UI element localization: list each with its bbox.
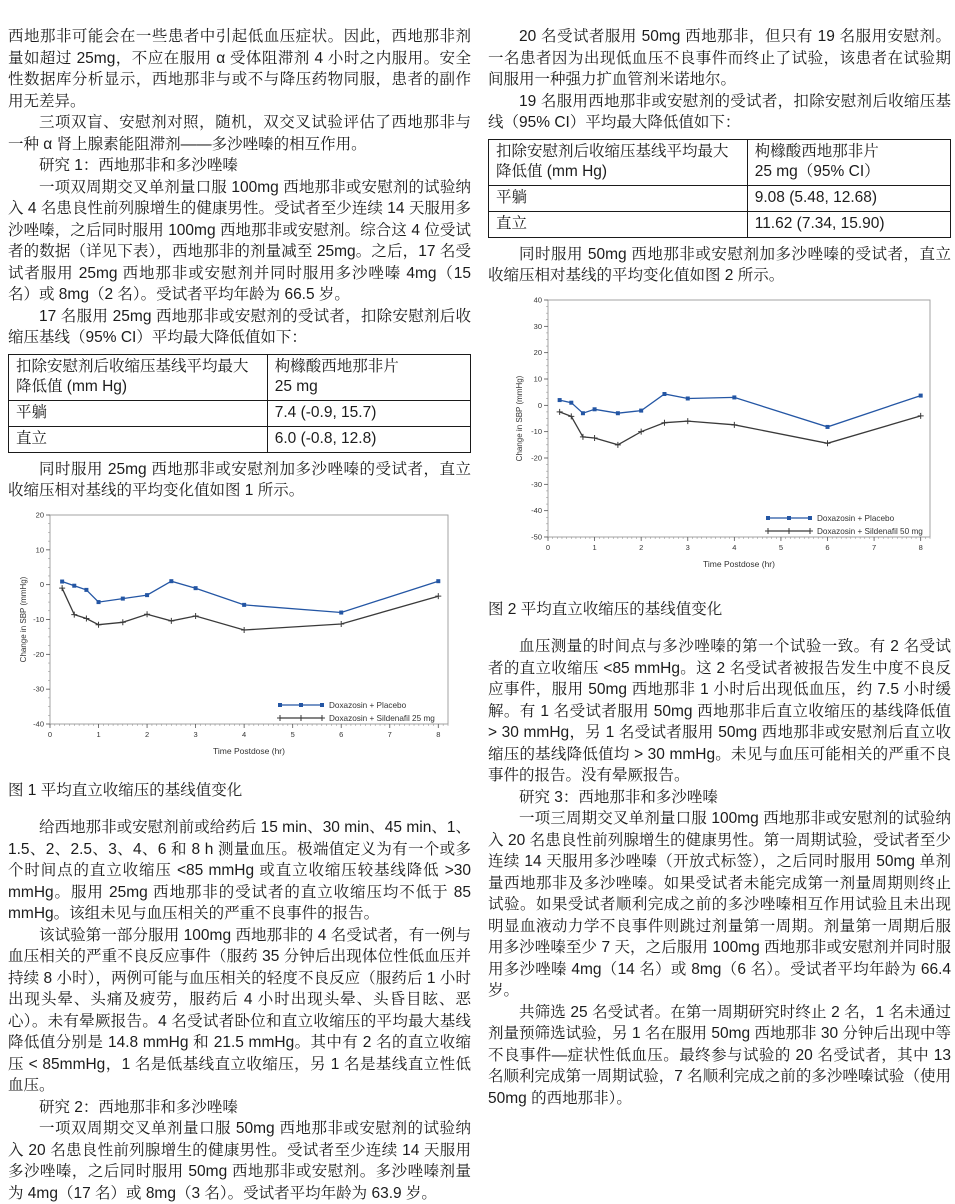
svg-text:10: 10 <box>533 374 542 383</box>
svg-text:6: 6 <box>825 542 830 552</box>
paragraph: 西地那非可能会在一些患者中引起低血压症状。因此，西地那非剂量如超过 25mg，不应在服用 α 受体阻滞剂 4 小时之内服用。安全性数据库分析显示，西地那非与或不与降压药物同服，患者的副作用无差异。 <box>8 28 471 110</box>
svg-text:1: 1 <box>592 542 597 552</box>
svg-text:4: 4 <box>242 729 247 739</box>
paragraph: 一项双周期交叉单剂量口服 50mg 西地那非或安慰剂的试验纳入 20 名患良性前列腺增生的健康男性。受试者至少连续 14 天服用多沙唑嗪，之后同时服用 50mg 西地那非或安慰剂。多沙唑嗪剂量为 4mg（17 名）或 8mg（3 名）。受试者平均年龄为 63.9 岁。 <box>8 1120 471 1202</box>
svg-text:Doxazosin + Sildenafil 50 mg: Doxazosin + Sildenafil 50 mg <box>817 526 923 536</box>
table-row <box>9 354 471 400</box>
study1-results-table <box>8 354 471 453</box>
table-header-measure: 扣除安慰剂后收缩压基线平均最大降低值 (mm Hg) <box>9 354 268 400</box>
study-3-heading: 研究 3：西地那非和多沙唑嗪 <box>519 788 718 806</box>
right-column <box>488 26 951 1107</box>
table-row <box>9 426 471 452</box>
drug-dose: 25 mg（95% CI） <box>754 162 880 180</box>
row-value-supine: 7.4 (-0.9, 15.7) <box>267 400 470 426</box>
paragraph: 血压测量的时间点与多沙唑嗪的第一个试验一致。有 2 名受试者的直立收缩压 <85 mmHg。这 2 名受试者被报告发生中度不良反应事件，服用 50mg 西地那非 1 小时后出现低血压，约 7.5 小时缓解。有 1 名受试者服用 50mg 西地那非后直立收缩压的基线降低值 > 30 mmHg，另 1 名受试者服用 50mg 西地那非或安慰剂后直立收缩压的基线降低值均 > 30 mmHg。未见与血压可能相关的严重不良事件的报告。没有晕厥报告。 <box>488 638 951 784</box>
svg-text:Change in SBP (mmHg): Change in SBP (mmHg) <box>515 375 524 461</box>
paragraph: 给西地那非或安慰剂前或给药后 15 min、30 min、45 min、1、1.5、2、2.5、3、4、6 和 8 h 测量血压。极端值定义为有一个或多个时间点的直立收缩压 <85 mmHg 或直立收缩压较基线降低 >30 mmHg。服用 25mg 西地那非的受试者的直立收缩压均不低于 85 mmHg。该组未见与血压相关的严重不良事件的报告。 <box>8 819 471 922</box>
svg-text:-40: -40 <box>531 505 542 515</box>
svg-text:3: 3 <box>193 729 198 739</box>
svg-text:7: 7 <box>387 729 392 739</box>
row-label-supine: 平躺 <box>489 185 748 211</box>
paragraph: 同时服用 25mg 西地那非或安慰剂加多沙唑嗪的受试者，直立收缩压相对基线的平均变化值如图 1 所示。 <box>8 460 471 499</box>
svg-text:20: 20 <box>35 510 44 519</box>
svg-text:20: 20 <box>533 347 542 357</box>
drug-dose: 25 mg <box>274 377 318 395</box>
svg-text:2: 2 <box>639 542 644 552</box>
paragraph: 19 名服用西地那非或安慰剂的受试者，扣除安慰剂后收缩压基线（95% CI）平均最大降低值如下： <box>488 92 951 131</box>
table-header-drug <box>747 139 950 185</box>
svg-text:-30: -30 <box>531 479 542 489</box>
svg-text:0: 0 <box>545 542 551 552</box>
row-label-supine: 平躺 <box>9 400 268 426</box>
svg-text:8: 8 <box>918 542 923 552</box>
table-row <box>489 211 951 237</box>
svg-text:Time Postdose (hr): Time Postdose (hr) <box>703 558 775 569</box>
paragraph: 一项双周期交叉单剂量口服 100mg 西地那非或安慰剂的试验纳入 4 名患良性前列腺增生的健康男性。受试者至少连续 14 天服用多沙唑嗪，之后同时服用 100mg 西地那非或安慰剂。综合这 4 位受试者的数据（详见下表），西地那非的剂量减至 25mg。之后，17 名受试者服用 25mg 西地那非或安慰剂并同时服用多沙唑嗪 4mg（15 名）或 8mg（2 名）。受试者平均年龄为 66.5 岁。 <box>8 178 471 303</box>
figure-1-chart <box>18 508 458 766</box>
row-value-standing: 11.62 (7.34, 15.90) <box>747 211 950 237</box>
svg-text:-20: -20 <box>33 649 44 659</box>
svg-text:6: 6 <box>339 729 344 739</box>
row-label-standing: 直立 <box>489 211 748 237</box>
svg-text:5: 5 <box>778 542 784 552</box>
svg-text:Doxazosin + Placebo: Doxazosin + Placebo <box>817 513 895 523</box>
paragraph: 17 名服用 25mg 西地那非或安慰剂的受试者，扣除安慰剂后收缩压基线（95% CI）平均最大降低值如下： <box>8 307 471 346</box>
figure-1-caption: 图 1 平均直立收缩压的基线值变化 <box>8 781 243 799</box>
svg-text:8: 8 <box>436 729 441 739</box>
svg-text:-20: -20 <box>531 453 542 462</box>
paragraph: 三项双盲、安慰剂对照，随机，双交叉试验评估了西地那非与一种 α 肾上腺素能阻滞剂——多沙唑嗪的相互作用。 <box>8 114 471 153</box>
svg-text:Time Postdose (hr): Time Postdose (hr) <box>213 745 285 756</box>
row-value-supine: 9.08 (5.48, 12.68) <box>747 185 950 211</box>
row-value-standing: 6.0 (-0.8, 12.8) <box>267 426 470 452</box>
svg-text:30: 30 <box>533 321 542 331</box>
svg-text:0: 0 <box>537 400 542 410</box>
svg-text:7: 7 <box>872 542 877 552</box>
paragraph: 该试验第一部分服用 100mg 西地那非的 4 名受试者，有一例与血压相关的严重不良反应事件（服药 35 分钟后出现体位性低血压并持续 8 小时），两例可能与血压相关的轻度不良反应（服药后 1 小时出现头晕、头痛及疲劳，服药后 4 小时出现头晕、头昏目眩、恶心）。未有晕厥报告。4 名受试者卧位和直立收缩压的平均最大基线降低值分别是 14.8 mmHg 和 21.5 mmHg。其中有 2 名的直立收缩压 < 85mmHg，1 名是低基线直立收缩压，另 1 名是基线直立性低血压。 <box>8 926 471 1094</box>
paragraph: 同时服用 50mg 西地那非或安慰剂加多沙唑嗪的受试者，直立收缩压相对基线的平均变化值如图 2 所示。 <box>488 245 951 284</box>
svg-text:40: 40 <box>533 295 542 304</box>
paragraph: 20 名受试者服用 50mg 西地那非，但只有 19 名服用安慰剂。一名患者因为出现低血压不良事件而终止了试验，该患者在试验期间服用一种强力扩血管剂米诺地尔。 <box>488 28 951 88</box>
svg-text:2: 2 <box>144 729 150 739</box>
table-row <box>489 185 951 211</box>
study-2-heading: 研究 2：西地那非和多沙唑嗪 <box>39 1098 238 1116</box>
left-column <box>8 26 471 1202</box>
svg-text:-10: -10 <box>33 614 44 624</box>
figure-2-chart <box>514 293 938 585</box>
paragraph: 共筛选 25 名受试者。在第一周期研究时终止 2 名，1 名未通过剂量预筛选试验，另 1 名在服用 50mg 西地那非 30 分钟后出现中等不良事件—症状性低血压。最终参与试验的 20 名受试者，其中 13 名顺利完成第一周期试验，7 名顺利完成之前的多沙唑嗪试验（使用 50mg 的西地那非）。 <box>488 1003 951 1107</box>
row-label-standing: 直立 <box>9 426 268 452</box>
figure-2 <box>514 293 951 585</box>
table-row <box>9 400 471 426</box>
table-row <box>489 139 951 185</box>
svg-text:Doxazosin + Sildenafil 25 mg: Doxazosin + Sildenafil 25 mg <box>329 713 435 723</box>
svg-text:-30: -30 <box>33 684 44 694</box>
svg-text:Doxazosin + Placebo: Doxazosin + Placebo <box>329 700 407 710</box>
svg-text:-50: -50 <box>531 532 542 541</box>
svg-text:10: 10 <box>35 544 44 554</box>
svg-text:-10: -10 <box>531 426 542 436</box>
study2-results-table <box>488 139 951 238</box>
svg-text:1: 1 <box>96 729 101 739</box>
table-header-measure: 扣除安慰剂后收缩压基线平均最大降低值 (mm Hg) <box>489 139 748 185</box>
figure-2-caption: 图 2 平均直立收缩压的基线值变化 <box>488 600 723 618</box>
svg-text:5: 5 <box>290 729 295 739</box>
svg-text:0: 0 <box>47 729 53 739</box>
figure-1 <box>18 508 471 766</box>
svg-text:4: 4 <box>732 542 737 552</box>
svg-text:Change in SBP (mmHg): Change in SBP (mmHg) <box>19 576 28 662</box>
drug-name: 枸橼酸西地那非片 <box>754 142 879 160</box>
paragraph: 一项三周期交叉单剂量口服 100mg 西地那非或安慰剂的试验纳入 20 名患良性前列腺增生的健康男性。第一周期试验，受试者至少连续 14 天服用多沙唑嗪（开放式标签），之后同时服用 50mg 单剂量西地那非及多沙唑嗪。如果受试者未能完成第一剂量周期则终止试验。如果受试者顺利完成之前的多沙唑嗪相互作用试验且未出现明显血液动力学不良事件则跳过剂量第一周期。剂量第一周期后服用多沙唑嗪至少 7 天，之后服用 100mg 西地那非或安慰剂并同时服用多沙唑嗪 4mg（14 名）或 8mg（6 名）。受试者平均年龄为 66.4 岁。 <box>488 810 951 999</box>
drug-name: 枸橼酸西地那非片 <box>274 357 399 375</box>
study-1-heading: 研究 1：西地那非和多沙唑嗪 <box>39 157 238 174</box>
svg-text:3: 3 <box>685 542 690 552</box>
svg-text:0: 0 <box>39 579 44 589</box>
svg-text:-40: -40 <box>33 719 44 728</box>
table-header-drug <box>267 354 470 400</box>
